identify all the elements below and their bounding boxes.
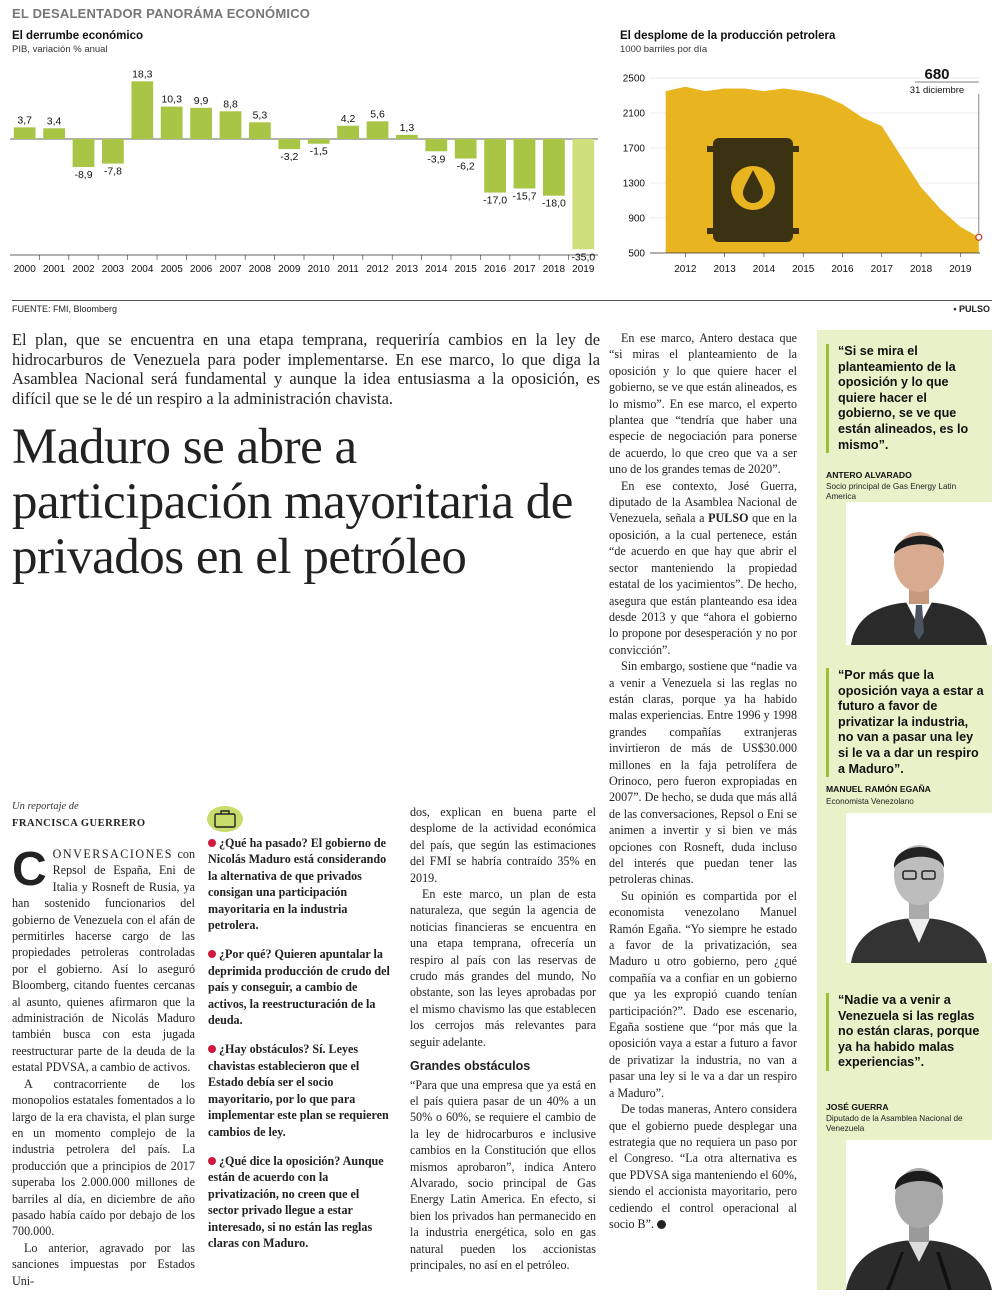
- pull-quote: “Por más que la oposición vaya a estar a futuro a favor de privatizar la industria, no van a pasar una ley si le va a dar un respiro a Maduro”.: [826, 668, 986, 777]
- oil-area-chart: [615, 60, 995, 282]
- gdp-bar: [102, 139, 124, 164]
- gdp-bar: [161, 107, 183, 139]
- gdp-bar: [543, 139, 565, 196]
- paragraph-text: En ese contexto, José Guerra, diputado de la Asamblea Nacional de Venezuela, señala a: [609, 478, 797, 526]
- gdp-bar: [572, 139, 594, 249]
- gdp-bar: [455, 139, 477, 159]
- x-tick-label: 2004: [131, 264, 154, 275]
- x-tick-label: 2003: [101, 264, 125, 275]
- gdp-bar: [308, 139, 330, 144]
- end-mark-icon: [657, 1220, 666, 1229]
- gdp-data-label: -1,5: [309, 145, 328, 158]
- article-paragraph: “Para que una empresa que ya está en el país quiera pasar de un 40% a un 50% o 60%, se requiere el cambio de la ley de hidrocarburos e inclusive cambios en la Constitución que ellos mismos aprobaron”, indica Antero Alvarado, socio principal de Gas Energy Latin America. En efecto, si bien los privados han permanecido en la industria energética, solo en gas natural pueden los accionistas principales, no así en el petróleo.: [410, 1077, 596, 1272]
- section-subhead: Grandes obstáculos: [410, 1059, 531, 1074]
- x-tick-label: 2015: [792, 264, 815, 275]
- article-paragraph: Lo anterior, agravado por las sanciones impuestas por Estados Uni-: [12, 1240, 195, 1288]
- quote-author-name: ANTERO ALVARADO: [826, 470, 912, 480]
- quote-author-name: JOSÉ GUERRA: [826, 1102, 889, 1112]
- gdp-bar-chart: [0, 60, 600, 282]
- gdp-data-label: 10,3: [161, 93, 182, 106]
- quote-author-role: Economista Venezolano: [826, 797, 914, 806]
- y-tick-label: 2100: [622, 108, 645, 120]
- qa-question: ¿Qué ha pasado?: [219, 836, 308, 850]
- qa-box: [208, 835, 391, 1264]
- barrel-ring: [707, 228, 799, 234]
- y-tick-label: 2500: [622, 73, 645, 85]
- quote-author-role: Diputado de la Asamblea Nacional de Venezuela: [826, 1114, 963, 1133]
- chart-source: FUENTE: FMI, Bloomberg: [12, 304, 118, 314]
- paragraph-text: De todas maneras, Antero considera que el gobierno puede desplegar una estrategia que no requiera un paso por el Congreso. “La otra alternativa es que PDVSA siga manteniendo el 60%, siendo el accionista mayoritario, pero cediendo el control operacional al socio B”.: [609, 1102, 797, 1231]
- article-paragraph: En este marco, un plan de esta naturaleza, que según la agencia de noticias financieras se encuentra en una etapa temprana, ofrecería un respiro al país con las reservas de crudo más grandes del mundo, No obstante, son las leyes aprobadas por el mismo chavismo las que establecen los cerrojos más relevantes para seguir adelante.: [410, 887, 596, 1049]
- x-tick-label: 2015: [454, 264, 477, 275]
- x-tick-label: 2012: [674, 264, 697, 275]
- gdp-chart-subtitle: PIB, variación % anual: [12, 44, 108, 55]
- gdp-bar: [220, 111, 242, 139]
- gdp-data-label: 4,2: [340, 112, 356, 125]
- article-paragraph: Sin embargo, sostiene que “nadie va a venir a Venezuela si las reglas no están claras, porque ya ha habido malas experiencias. Entre 1996 y 1998 grandes compañías extranjeras invirtieron de más de US$30.000 millones en la faja petrolífera de Orinoco, pero fueron expropiadas en 2007”. De hecho, se duda que más allá de las conversaciones, Repsol o Eni se animen a invertir y si bien ve más opciones con Rosneft, duda incluso del interés que puedan tener las petroleras chinas.: [609, 659, 797, 887]
- gdp-bar: [190, 108, 212, 139]
- oil-chart-title: El desplome de la producción petrolera: [620, 30, 836, 42]
- bullet-icon: [208, 1045, 216, 1053]
- portrait-photo: [846, 502, 992, 645]
- y-tick-label: 1300: [622, 178, 645, 190]
- gdp-bar: [14, 127, 36, 139]
- paragraph-text: que en la oposición, a la cual pertenece, están “de acuerdo en que hay que abrir el sector manteniendo la propiedad estatal de los yacimientos”. De hecho, asegura que están planteando esa idea desde 2013 y que “ahora el gobierno lo propone por desesperación y no por convicción”.: [609, 511, 797, 657]
- bullet-icon: [208, 950, 216, 958]
- qa-answer: Quieren apuntalar la deprimida producción de crudo del país y conseguir, a cambio de activos, la reestructuración de la deuda.: [208, 947, 390, 1028]
- bullet-icon: [208, 1157, 216, 1165]
- gdp-data-label: 9,9: [193, 94, 209, 107]
- x-tick-label: 2017: [513, 264, 536, 275]
- x-tick-label: 2017: [870, 264, 893, 275]
- gdp-bar: [425, 139, 447, 151]
- qa-item: [208, 1153, 391, 1251]
- oil-barrel-icon: [707, 138, 799, 242]
- x-tick-label: 2006: [189, 264, 213, 275]
- byline-author: FRANCISCA GUERRERO: [12, 818, 146, 829]
- qa-question: ¿Hay obstáculos?: [219, 1042, 310, 1057]
- section-kicker: EL DESALENTADOR PANORÁMA ECONÓMICO: [12, 6, 311, 21]
- opening-caps: ONVERSACIONES: [52, 847, 173, 861]
- pulso-mention: PULSO: [708, 511, 749, 526]
- annotation-value: 680: [924, 66, 950, 83]
- x-tick-label: 2016: [831, 264, 854, 275]
- column-4: [609, 330, 797, 1232]
- gdp-data-label: 3,4: [46, 115, 62, 128]
- column-1: [12, 843, 195, 1289]
- pull-quote: “Nadie va a venir a Venezuela si las reglas no están claras, porque ya ha habido malas experiencias”.: [826, 993, 986, 1071]
- x-tick-label: 2016: [483, 264, 507, 275]
- qa-answer: El gobierno de Nicolás Maduro está considerando la alternativa de que privados consigan una participación mayoritaria en la industria petrolera.: [208, 836, 387, 933]
- brand-mark: • PULSO: [953, 304, 990, 314]
- column-3: [410, 804, 596, 1273]
- gdp-data-label: 5,6: [370, 108, 385, 121]
- x-tick-label: 2000: [13, 264, 36, 275]
- x-tick-label: 2019: [949, 264, 972, 275]
- oil-chart-subtitle: 1000 barriles por día: [620, 44, 708, 55]
- x-tick-label: 2014: [752, 264, 776, 275]
- article-paragraph: A contracorriente de los monopolios estatales fomentados a lo largo de la era chavista, el plan surge en un momento complejo de la industria petrolera del país. La producción que a principios de 2017 superaba los 2.000.000 millones de barriles al día, en diciembre de año pasado había caído por debajo de los 700.000.: [12, 1076, 195, 1239]
- gdp-bar: [249, 122, 271, 139]
- article-paragraph: dos, explican en buena parte el desplome de la actividad económica del país, que según las estimaciones del FMI se habría contraído 35% en 2019.: [410, 805, 596, 885]
- briefcase-icon: [205, 803, 245, 833]
- gdp-chart-title: El derrumbe económico: [12, 30, 144, 42]
- gdp-data-label: 8,8: [223, 98, 238, 111]
- y-tick-label: 1700: [622, 143, 645, 155]
- paragraph-text: con Repsol de España, Eni de Italia y Rosneft de Rusia, ya han sostenido funcionarios del gobierno de Venezuela con el afán de permitirles hacerse cargo de las propiedades petroleras controladas por el gobierno. Así lo aseguró Bloomberg, citando fuentes cercanas al asunto, quienes afirmaron que la administración de Nicolás Maduro también busca con esta jugada reestructurar parte de la deuda de la estatal PDVSA, a cambio de activos.: [12, 847, 195, 1075]
- endpoint-marker: [976, 234, 982, 240]
- quote-author-name: MANUEL RAMÓN EGAÑA: [826, 784, 931, 794]
- article-paragraph: [12, 843, 195, 1076]
- x-tick-label: 2014: [425, 264, 448, 275]
- x-tick-label: 2010: [307, 264, 330, 275]
- dropcap: C: [12, 843, 47, 896]
- x-tick-label: 2018: [909, 264, 933, 275]
- qa-question: ¿Qué dice la oposición?: [219, 1153, 341, 1168]
- gdp-bar: [278, 139, 300, 149]
- gdp-data-label: -8,9: [74, 169, 93, 182]
- gdp-bar: [337, 126, 359, 139]
- barrel-ring: [707, 146, 799, 152]
- gdp-bar: [73, 139, 95, 167]
- article-paragraph: En ese marco, Antero destaca que “si miras el planteamiento de la oposición y lo que quiere hacer el gobierno, se ve que están alineados, es lo mismo”. En ese marco, el experto plantea que “tendría que haber una especie de negociación para ponerse de acuerdo, lo que creo que va a ser uno de los grandes temas de 2020”.: [609, 331, 797, 477]
- x-tick-label: 2011: [337, 264, 359, 275]
- x-tick-label: 2002: [72, 264, 95, 275]
- x-tick-label: 2013: [395, 264, 419, 275]
- headline: Maduro se abre a participación mayoritaria de privados en el petróleo: [12, 419, 573, 585]
- qa-item: [208, 1041, 391, 1139]
- gdp-bar: [367, 121, 389, 139]
- y-tick-label: 900: [628, 213, 645, 225]
- gdp-data-label: 3,7: [17, 114, 33, 127]
- qa-item: [208, 835, 391, 933]
- x-tick-label: 2007: [219, 264, 242, 275]
- x-tick-label: 2019: [572, 264, 595, 275]
- gdp-data-label: -15,7: [512, 190, 537, 203]
- gdp-data-label: -3,2: [280, 151, 299, 164]
- x-tick-label: 2018: [542, 264, 566, 275]
- qa-answer: Sí. Leyes chavistas establecieron que el Estado debía ser el socio mayoritario, por lo que para implementar este plan se requieren cambios de ley.: [208, 1042, 389, 1139]
- pull-quote: “Si se mira el planteamiento de la oposición y lo que quiere hacer el gobierno, se ve que están alineados, es lo mismo”.: [826, 344, 986, 453]
- qa-item: [208, 946, 391, 1028]
- gdp-data-label: -3,9: [427, 153, 446, 166]
- x-tick-label: 2013: [713, 264, 736, 275]
- y-tick-label: 500: [628, 248, 645, 260]
- gdp-data-label: -6,2: [456, 160, 475, 173]
- gdp-data-label: -17,0: [483, 194, 508, 207]
- chart-divider: [12, 300, 992, 301]
- portrait-photo: [846, 813, 992, 963]
- qa-question: ¿Por qué?: [219, 947, 272, 962]
- gdp-data-label: -35,0: [571, 251, 596, 264]
- x-tick-label: 2005: [160, 264, 183, 275]
- x-tick-label: 2009: [278, 264, 301, 275]
- bullet-icon: [208, 839, 216, 847]
- qa-answer: Aunque están de acuerdo con la privatización, no creen que el sector privado llegue a estar interesado, si no están las reglas claras con Maduro.: [208, 1153, 384, 1250]
- gdp-data-label: 18,3: [132, 68, 153, 81]
- gdp-bar: [484, 139, 506, 193]
- gdp-bar: [514, 139, 536, 188]
- quote-author-role: Socio principal de Gas Energy Latin America: [826, 482, 957, 501]
- gdp-data-label: -18,0: [541, 197, 566, 210]
- portrait-photo: [846, 1140, 992, 1290]
- annotation-label: 31 diciembre: [909, 85, 965, 96]
- article-paragraph: [609, 1101, 797, 1232]
- article-paragraph: Su opinión es compartida por el economista venezolano Manuel Ramón Egaña. “Yo siempre he estado a favor de la privatización, sea Maduro u otro gobierno, pero ¿qué compañía va a confiar en un gobierno que ya les expropió cuando tenían participación?”. Dado ese escenario, Egaña sostiene que “por más que la oposición vaya a estar a futuro a favor de privatizar la industria, no van a pasar una ley si le va a dar un respiro a Maduro”.: [609, 888, 797, 1100]
- gdp-bar: [131, 81, 153, 139]
- byline-intro: Un reportaje de: [12, 801, 79, 812]
- x-tick-label: 2008: [248, 264, 272, 275]
- x-tick-label: 2012: [366, 264, 389, 275]
- gdp-data-label: 5,3: [252, 109, 268, 122]
- gdp-data-label: -7,8: [103, 165, 122, 178]
- article-paragraph: [609, 478, 797, 658]
- lead-paragraph: El plan, que se encuentra en una etapa temprana, requeriría cambios en la ley de hidrocarburos de Venezuela para poder implementarse. En ese marco, lo que diga la Asamblea Nacional será fundamental y aunque la idea entusiasma a la oposición, es difícil que se le dé un respiro a la administración chavista.: [12, 330, 600, 408]
- x-tick-label: 2001: [42, 264, 66, 275]
- gdp-bar: [396, 135, 418, 139]
- gdp-bar: [43, 128, 65, 139]
- gdp-data-label: 1,3: [399, 121, 415, 134]
